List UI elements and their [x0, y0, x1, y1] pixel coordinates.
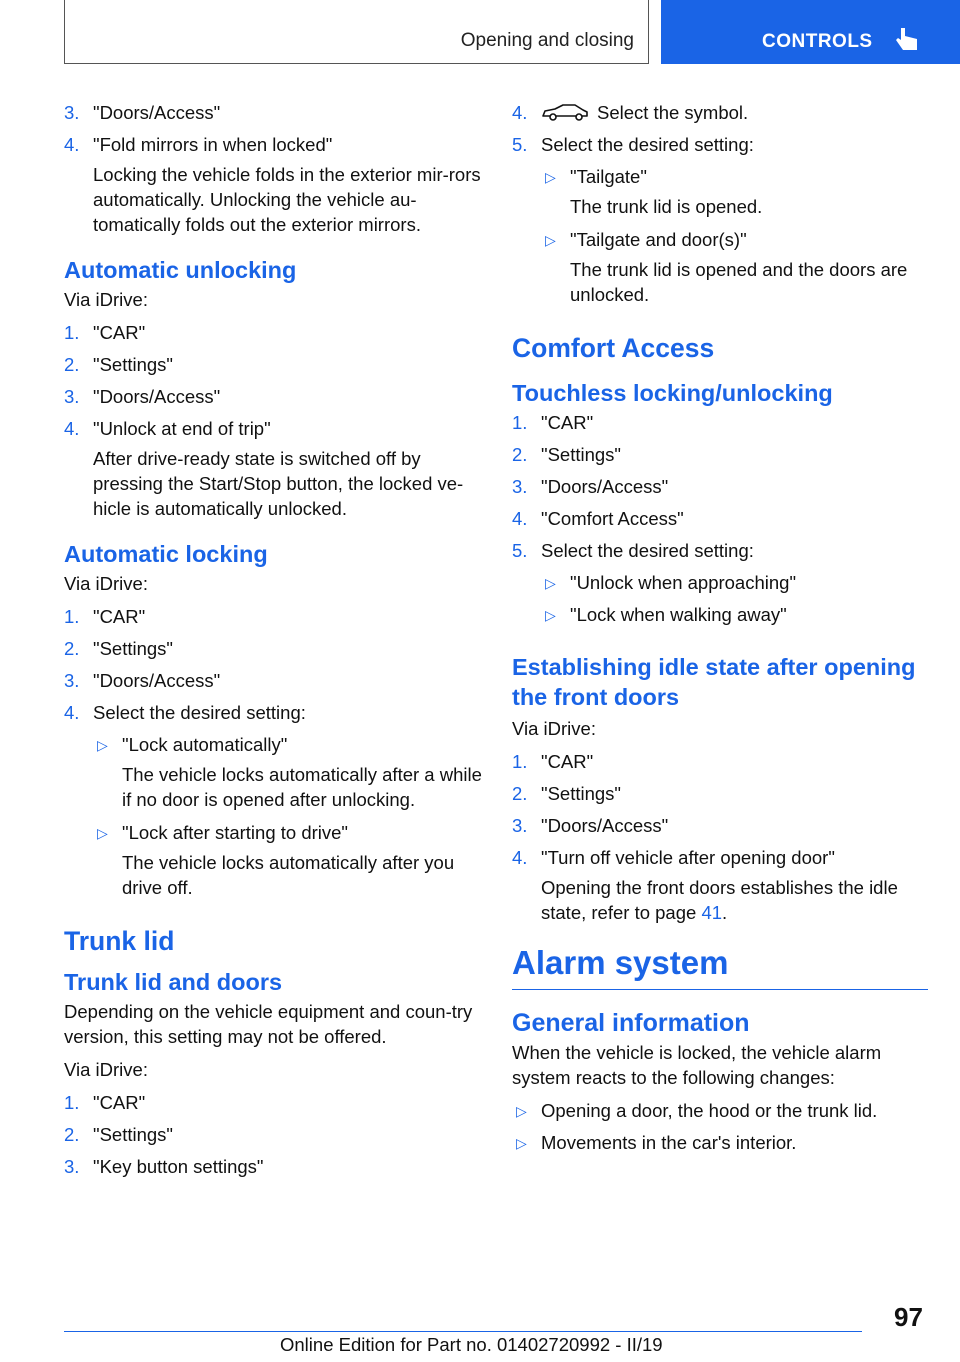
list-text: Select the desired setting:: [541, 540, 754, 561]
list-text: "Settings": [541, 783, 621, 804]
heading-trunk-lid-and-doors: Trunk lid and doors: [64, 969, 283, 995]
heading-general-information: General information: [512, 1009, 750, 1037]
list-item: [512, 506, 930, 532]
bullet-text: Movements in the car's interior.: [541, 1132, 797, 1153]
list-text: "Unlock at end of trip": [93, 418, 271, 439]
list-item: [64, 416, 482, 442]
list-number: 3.: [512, 815, 528, 836]
list-number: 2.: [64, 354, 80, 375]
list-number: 4.: [512, 847, 528, 868]
list-number: 3.: [64, 670, 80, 691]
list-text: "Settings": [93, 354, 173, 375]
list-text: Select the desired setting:: [93, 702, 306, 723]
item-description: After drive-ready state is switched off by pressing the Start/Stop button, the locked ve-hicle is automatically unlocked.: [93, 448, 464, 519]
list-item: [64, 320, 482, 346]
list-item: [64, 132, 482, 158]
list-text: "Fold mirrors in when locked": [93, 134, 333, 155]
list-number: 2.: [512, 444, 528, 465]
list-text: "Doors/Access": [541, 476, 669, 497]
list-number: 4.: [64, 134, 80, 155]
triangle-bullet-icon: ▷: [516, 1135, 527, 1151]
list-item: [512, 410, 930, 436]
list-text: "Settings": [541, 444, 621, 465]
list-item: [512, 442, 930, 468]
option-item: [64, 820, 482, 846]
list-number: 1.: [512, 412, 528, 433]
option-item: [512, 602, 930, 628]
list-item: [64, 636, 482, 662]
footer-edition: Online Edition for Part no. 01402720992 - II/19: [280, 1334, 663, 1355]
header-section-box: [64, 0, 649, 64]
list-item: [64, 384, 482, 410]
list-text: "CAR": [93, 1092, 146, 1113]
list-text: "CAR": [541, 751, 594, 772]
triangle-bullet-icon: ▷: [545, 232, 556, 248]
left-column: [64, 100, 482, 1186]
list-item: [64, 1090, 482, 1116]
header-chapter-tab: [661, 0, 960, 64]
list-text: "CAR": [541, 412, 594, 433]
list-item: [64, 1154, 482, 1180]
heading-comfort-access: Comfort Access: [512, 333, 715, 363]
list-number: 3.: [64, 1156, 80, 1177]
page-reference-link[interactable]: 41: [701, 902, 723, 923]
list-item: [64, 1122, 482, 1148]
bullet-item: [512, 1130, 930, 1156]
alarm-intro: When the vehicle is locked, the vehicle alarm system reacts to the following changes:: [512, 1042, 882, 1088]
list-number: 5.: [512, 540, 528, 561]
list-text-with-symbol: [541, 100, 930, 126]
list-item: [512, 845, 930, 871]
list-number: 2.: [64, 1124, 80, 1145]
option-text: "Lock when walking away": [570, 604, 787, 625]
option-item: [512, 227, 930, 253]
list-text: "Settings": [93, 1124, 173, 1145]
via-idrive: Via iDrive:: [64, 573, 148, 594]
list-text: "Doors/Access": [93, 386, 221, 407]
option-description: The vehicle locks automatically after you drive off.: [122, 852, 455, 898]
option-item: [512, 164, 930, 190]
hand-pointer-icon: [895, 26, 921, 54]
list-number: 1.: [512, 751, 528, 772]
list-number: 4.: [512, 102, 528, 123]
heading-touchless-locking: Touchless locking/unlocking: [512, 380, 833, 406]
list-item: [64, 668, 482, 694]
list-item: [512, 813, 930, 839]
list-number: 4.: [64, 702, 80, 723]
list-text: "CAR": [93, 606, 146, 627]
list-item: [64, 100, 482, 126]
triangle-bullet-icon: ▷: [516, 1103, 527, 1119]
triangle-bullet-icon: ▷: [545, 607, 556, 623]
list-text: "Doors/Access": [93, 670, 221, 691]
list-number: 1.: [64, 322, 80, 343]
heading-establishing-idle-state: Establishing idle state after opening the front doors: [512, 654, 916, 710]
via-idrive: Via iDrive:: [512, 718, 596, 739]
description-text: .: [722, 902, 728, 923]
option-description: The trunk lid is opened and the doors are unlocked.: [570, 259, 908, 305]
list-number: 3.: [64, 386, 80, 407]
list-item: [64, 604, 482, 630]
option-text: "Lock after starting to drive": [122, 822, 348, 843]
description-text: Opening the front doors establishes the idle state, refer to page: [541, 877, 898, 923]
triangle-bullet-icon: ▷: [97, 737, 108, 753]
list-item: [512, 100, 930, 126]
option-text: "Lock automatically": [122, 734, 288, 755]
list-text: "Settings": [93, 638, 173, 659]
list-number: 3.: [512, 476, 528, 497]
via-idrive: Via iDrive:: [64, 289, 148, 310]
item-description: [512, 875, 930, 925]
list-number: 4.: [512, 508, 528, 529]
trunk-intro: Depending on the vehicle equipment and coun-try version, this setting may not be offered.: [64, 1001, 473, 1047]
list-number: 1.: [64, 606, 80, 627]
triangle-bullet-icon: ▷: [545, 169, 556, 185]
list-item: [512, 538, 930, 564]
list-number: 1.: [64, 1092, 80, 1113]
list-item: [64, 352, 482, 378]
header-chapter-title: CONTROLS: [762, 31, 873, 52]
list-text: Select the symbol.: [597, 102, 749, 123]
triangle-bullet-icon: ▷: [97, 825, 108, 841]
via-idrive: Via iDrive:: [64, 1059, 148, 1080]
list-item: [512, 474, 930, 500]
list-number: 4.: [64, 418, 80, 439]
list-number: 3.: [64, 102, 80, 123]
list-text: "Comfort Access": [541, 508, 684, 529]
list-number: 2.: [64, 638, 80, 659]
list-item: [512, 781, 930, 807]
option-text: "Unlock when approaching": [570, 572, 797, 593]
list-number: 5.: [512, 134, 528, 155]
list-text: "Doors/Access": [541, 815, 669, 836]
option-item: [64, 732, 482, 758]
list-item: [512, 132, 930, 158]
header-section-title: Opening and closing: [460, 30, 634, 51]
list-text: "Turn off vehicle after opening door": [541, 847, 835, 868]
right-column: [512, 100, 930, 1162]
option-item: [512, 570, 930, 596]
option-text: "Tailgate and door(s)": [570, 229, 747, 250]
item-description: Locking the vehicle folds in the exterior mir-rors automatically. Unlocking the vehicle au-tomatically folds out the exterior mirrors.: [93, 164, 481, 235]
option-description: The vehicle locks automatically after a while if no door is opened after unlocking.: [122, 764, 482, 810]
heading-automatic-unlocking: Automatic unlocking: [64, 257, 297, 283]
footer-divider: [64, 1331, 862, 1332]
car-symbol-icon: [541, 103, 589, 121]
heading-trunk-lid: Trunk lid: [64, 926, 175, 956]
option-text: "Tailgate": [570, 166, 647, 187]
list-text: "Doors/Access": [93, 102, 221, 123]
list-text: Select the desired setting:: [541, 134, 754, 155]
list-item: [64, 700, 482, 726]
list-item: [512, 749, 930, 775]
list-text: "Key button settings": [93, 1156, 264, 1177]
heading-alarm-system: Alarm system: [512, 943, 928, 990]
heading-automatic-locking: Automatic locking: [64, 541, 268, 567]
page-number: 97: [894, 1302, 923, 1332]
bullet-item: [512, 1098, 930, 1124]
list-number: 2.: [512, 783, 528, 804]
list-text: "CAR": [93, 322, 146, 343]
bullet-text: Opening a door, the hood or the trunk lid.: [541, 1100, 878, 1121]
triangle-bullet-icon: ▷: [545, 575, 556, 591]
option-description: The trunk lid is opened.: [570, 196, 763, 217]
